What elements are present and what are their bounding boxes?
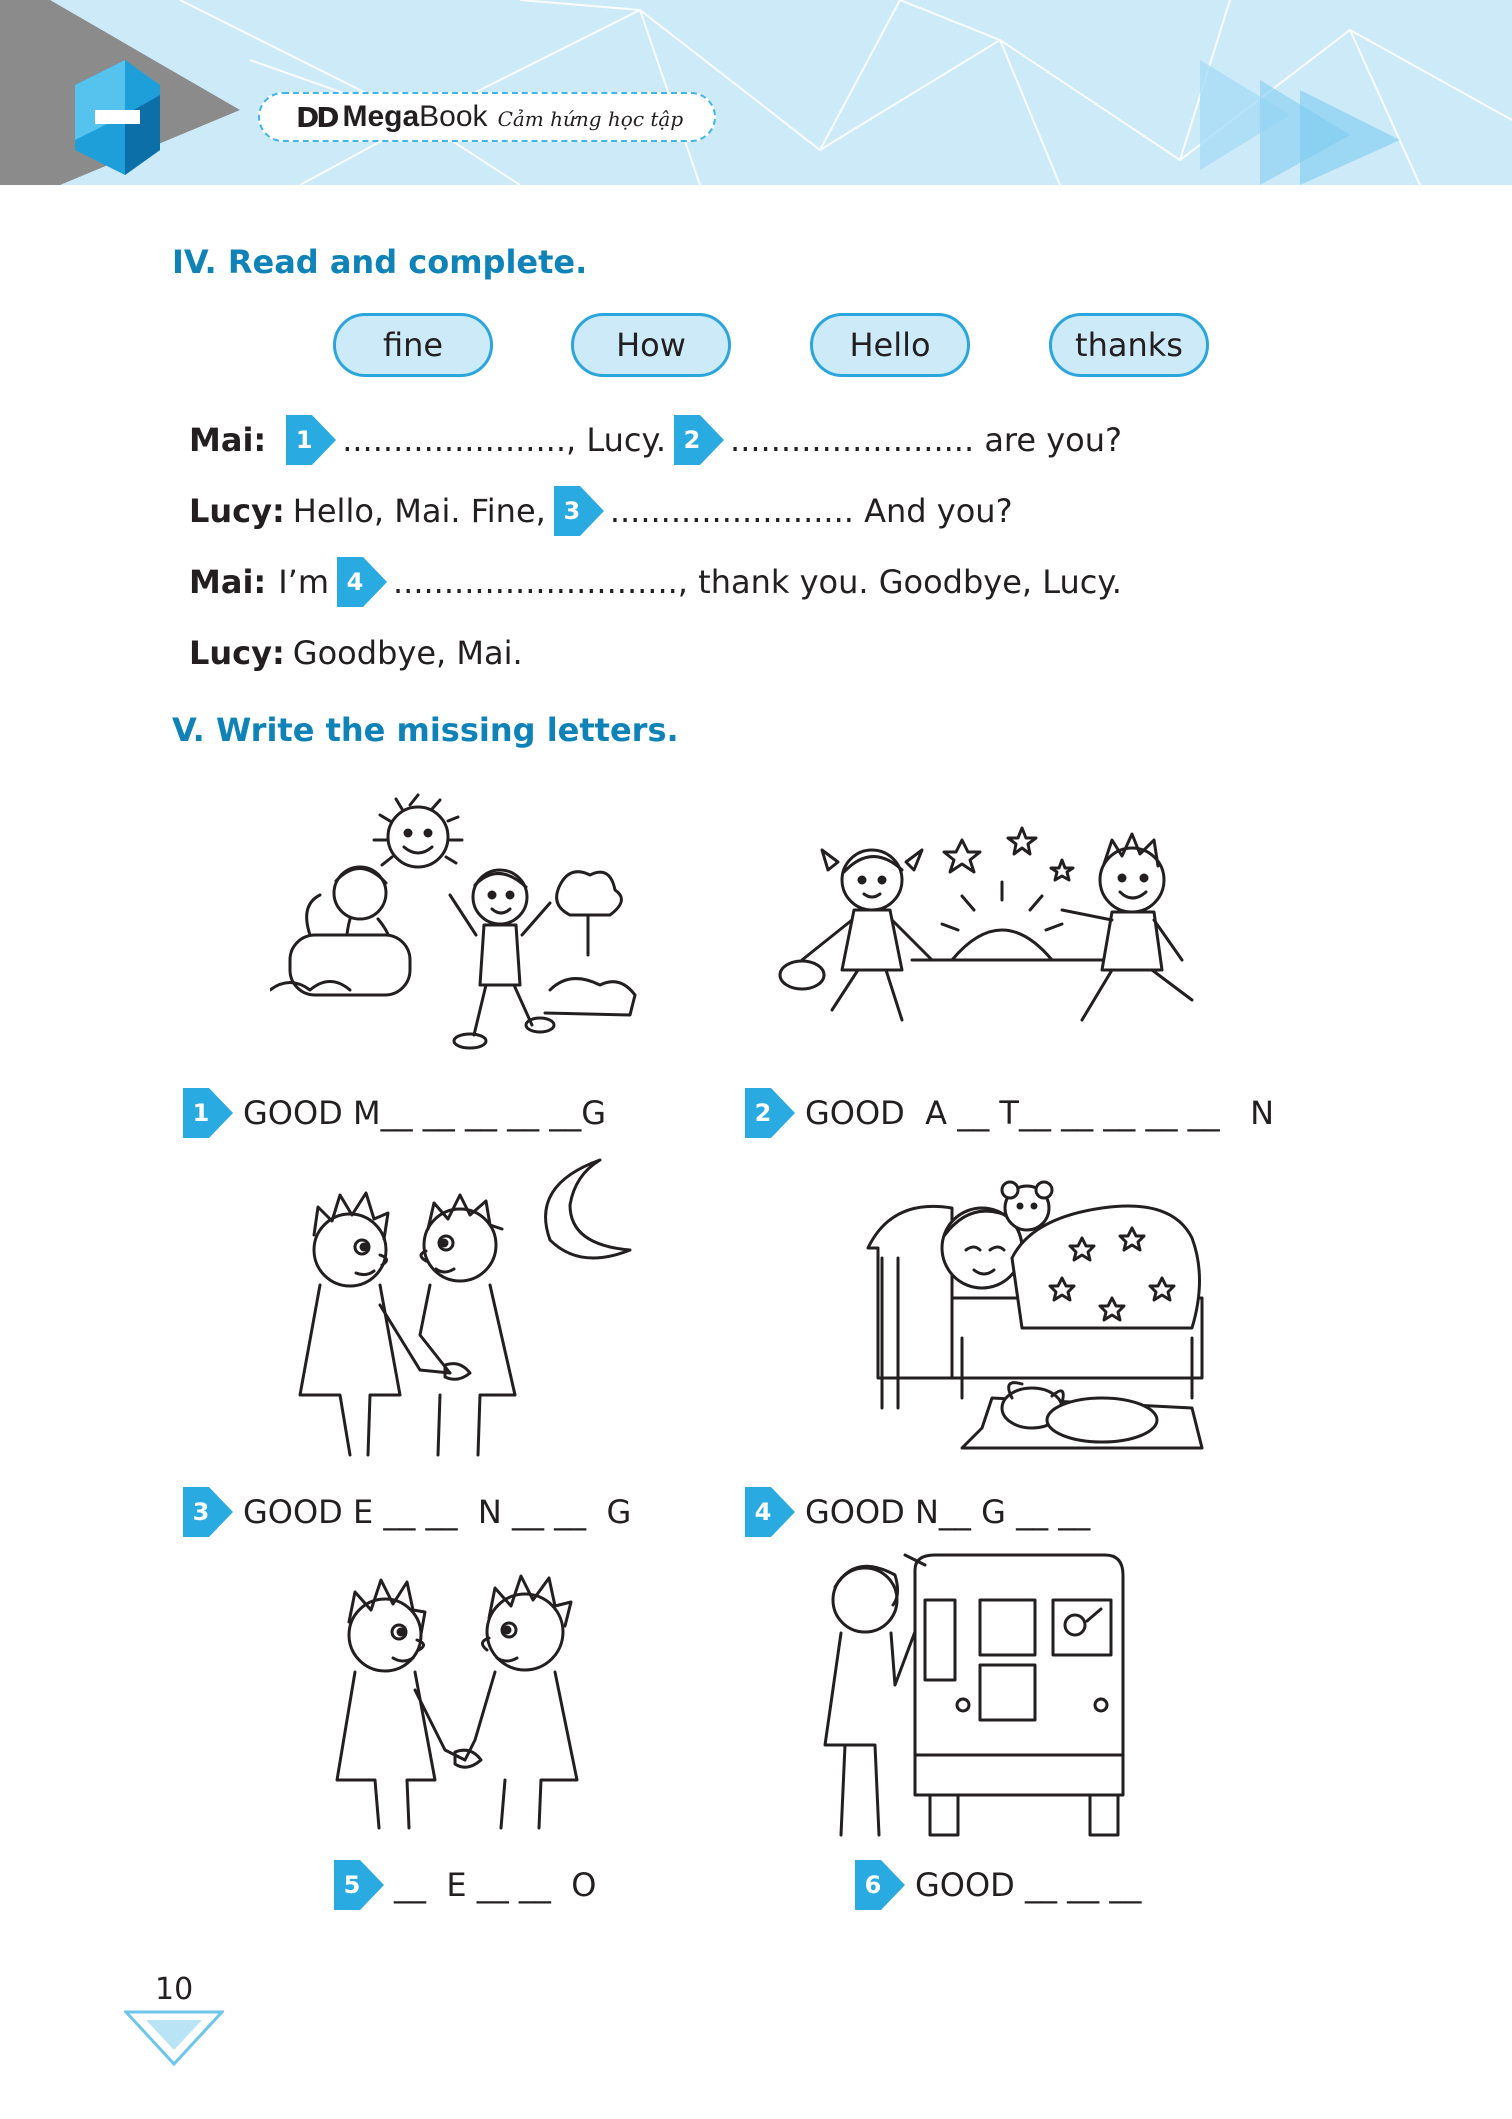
missing-letters-word[interactable]: GOOD N__ G __ __ [805,1493,1091,1531]
brand-name-part1: Mega [342,100,420,133]
badge-number: 1 [192,1099,210,1127]
missing-letters-word[interactable]: GOOD E __ __ N __ __ G [243,1493,632,1531]
missing-letters-word[interactable]: GOOD M__ __ __ __ __G [243,1094,607,1132]
word-bank-item: thanks [1049,313,1209,377]
answer-blank[interactable]: ........................ [730,421,975,459]
section-5-title: V. Write the missing letters. [172,711,679,749]
dialogue-line-1 [189,415,1122,465]
word-bank-item: Hello [810,313,970,377]
dialogue-text: Hello, Mai. Fine, [292,492,546,530]
badge-number: 2 [683,426,701,454]
item-number-badge [183,1487,233,1537]
brand-name-part2: Book [419,100,488,133]
dialogue-text: , Lucy. [565,421,667,459]
word-bank-item: How [571,313,731,377]
page-number: 10 [155,1972,194,2007]
picture-night [862,1158,1207,1458]
brand-logo-mark: DD [296,100,337,134]
answer-blank[interactable]: ............................ [392,563,678,601]
section-4-title: IV. Read and complete. [172,243,588,281]
dialogue-line-3 [189,557,1122,607]
badge-number: 3 [192,1498,210,1526]
speaker-label: Mai: [189,421,267,459]
exercise-item-3 [183,1486,631,1538]
blank-number-badge [674,415,724,465]
missing-letters-word[interactable]: GOOD A __ T__ __ __ __ __ N [805,1094,1275,1132]
picture-morning [270,785,640,1060]
blank-number-badge [337,557,387,607]
dialogue-text: And you? [853,492,1013,530]
exercise-item-6 [855,1859,1141,1911]
speaker-label: Lucy: [189,634,285,672]
blank-number-badge [286,415,336,465]
badge-number: 4 [754,1498,772,1526]
answer-blank[interactable]: ...................... [342,421,566,459]
badge-number: 3 [563,497,581,525]
picture-evening [270,1155,640,1460]
dialogue-text: I’m [278,563,329,601]
answer-blank[interactable]: ........................ [609,492,854,530]
dialogue-text: Goodbye, Mai. [292,634,523,672]
brand-tagline: Cảm hứng học tập [497,107,684,131]
picture-hello [315,1560,615,1830]
speaker-label: Lucy: [189,492,285,530]
header-band [0,0,1512,185]
missing-letters-word[interactable]: GOOD __ __ __ [915,1866,1142,1904]
item-number-badge [334,1860,384,1910]
exercise-item-1 [183,1087,606,1139]
speaker-label: Mai: [189,563,267,601]
badge-number: 1 [295,426,313,454]
dialogue-text: , thank you. Goodbye, Lucy. [677,563,1122,601]
picture-goodbye [805,1545,1130,1840]
item-number-badge [745,1088,795,1138]
badge-number: 6 [864,1871,882,1899]
exercise-item-4 [745,1486,1090,1538]
missing-letters-word[interactable]: __ E __ __ O [394,1866,597,1904]
blank-number-badge [554,486,604,536]
dialogue-line-4 [189,628,523,678]
exercise-item-5 [334,1859,596,1911]
item-number-badge [855,1860,905,1910]
exercise-item-2 [745,1087,1274,1139]
brand-pill [258,92,716,142]
badge-number: 4 [346,568,364,596]
footer-triangle-icon [124,2010,224,2066]
item-number-badge [745,1487,795,1537]
badge-number: 2 [754,1099,772,1127]
dialogue-text: are you? [974,421,1123,459]
word-bank-item: fine [333,313,493,377]
item-number-badge [183,1088,233,1138]
picture-afternoon [762,820,1222,1045]
badge-number: 5 [343,1871,361,1899]
corner-logo [0,0,260,185]
dialogue-line-2 [189,486,1013,536]
